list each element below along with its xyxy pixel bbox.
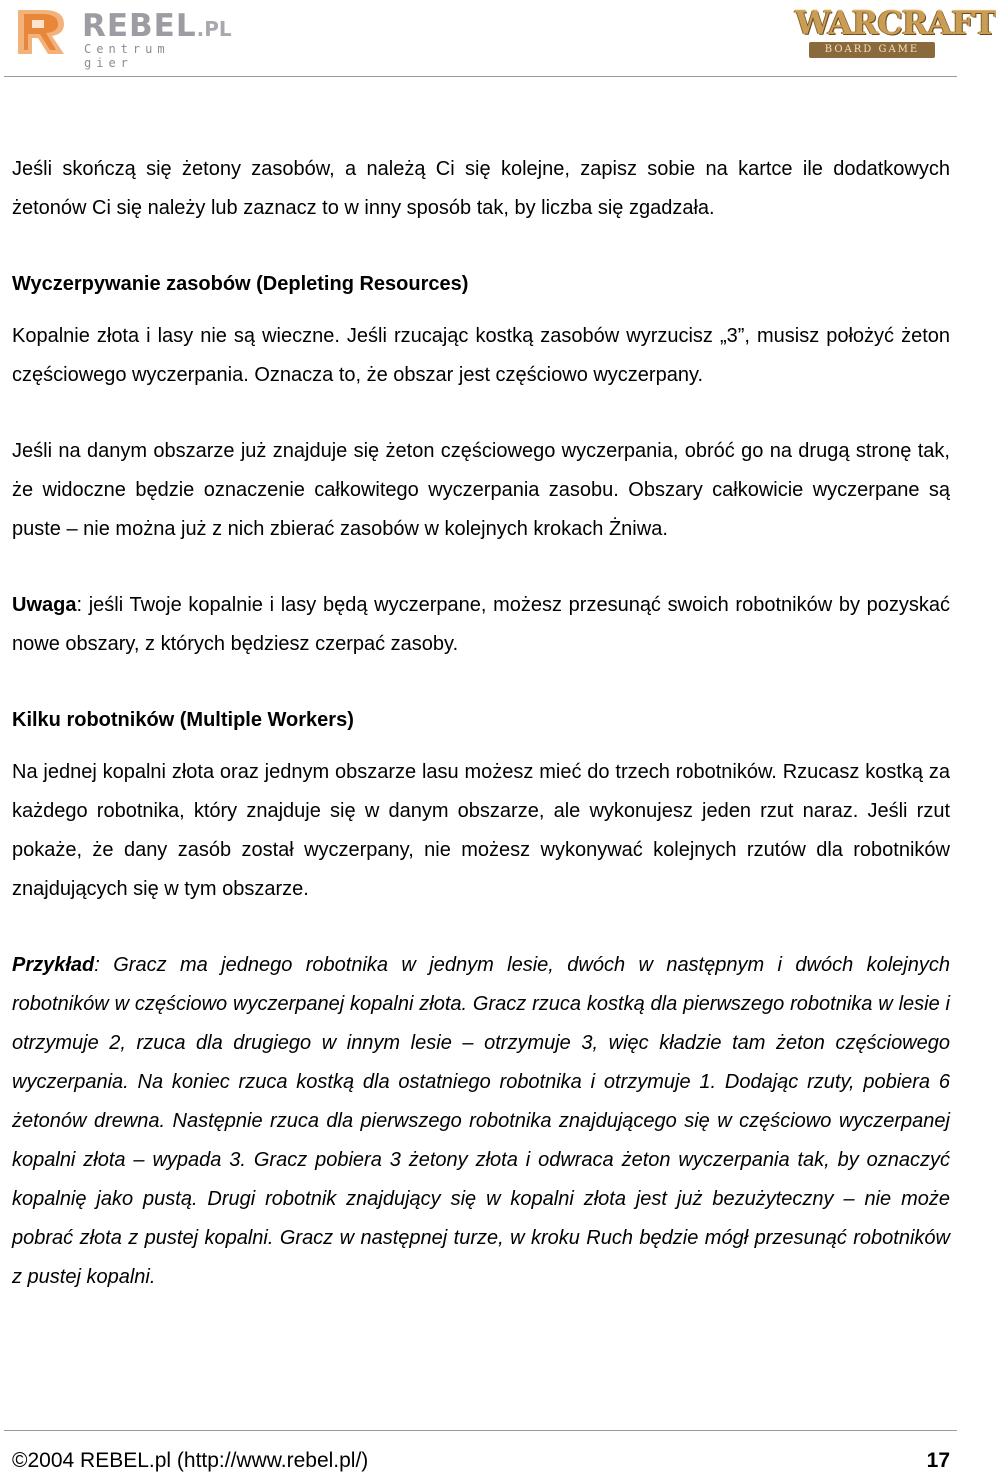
page-header (0, 0, 996, 78)
page-number: 17 (926, 1449, 950, 1472)
warcraft-logo (795, 4, 996, 62)
example-label: Przykład (12, 954, 95, 976)
warcraft-title: WARCRAFT (795, 4, 996, 42)
paragraph-tokens: Jeśli skończą się żetony zasobów, a należą Ci się kolejne, zapisz sobie na kartce ile dodatkowych żetonów Ci się należy lub zaznacz to w inny sposób tak, by liczba się zgadzała. (12, 158, 950, 219)
rebel-tagline: Centrum gier (84, 42, 170, 70)
footer-divider (4, 1430, 957, 1431)
rebel-wordmark: REBEL.PL (82, 8, 232, 44)
rebel-emblem-icon (14, 6, 70, 58)
section-heading-depleting: Wyczerpywanie zasobów (Depleting Resources) (12, 273, 469, 295)
rebel-logo (14, 6, 232, 70)
paragraph-note (12, 586, 950, 664)
section-heading-workers: Kilku robotników (Multiple Workers) (12, 709, 354, 731)
paragraph-full-depletion: Jeśli na danym obszarze już znajduje się żeton częściowego wyczerpania, obróć go na drugą stronę tak, że widoczne będzie oznaczenie całkowitego wyczerpania zasobu. Obszary całkowicie wyczerpane są puste – nie można już z nich zbierać zasobów w kolejnych krokach Żniwa. (12, 440, 950, 540)
example-text: : Gracz ma jednego robotnika w jednym lesie, dwóch w następnym i dwóch kolejnych robotników w częściowo wyczerpanej kopalni złota. Gracz rzuca kostką dla pierwszego robotnika w lesie i otrzymuje 2, rzuca dla drugiego w innym lesie – otrzymuje 3, więc kładzie tam żeton częściowego wyczerpania. Na koniec rzuca kostką dla ostatniego robotnika i otrzymuje 1. Dodając rzuty, pobiera 6 żetonów drewna. Następnie rzuca dla pierwszego robotnika znajdującego się w częściowo wyczerpanej kopalni złota – wypada 3. Gracz pobiera 3 żetony złota i odwraca żeton wyczerpania tak, by oznaczyć kopalnię jako pustą. Drugi robotnik znajdujący się w kopalni złota jest już bezużyteczny – nie może pobrać złota z pustej kopalni. Gracz w następnej turze, w kroku Ruch będzie mógł przesunąć robotników z pustej kopalni. (12, 954, 950, 1288)
warcraft-subtitle: BOARD GAME (809, 42, 935, 58)
note-label: Uwaga (12, 594, 77, 616)
page-content (12, 150, 950, 1297)
header-divider (4, 76, 957, 77)
paragraph-depleting: Kopalnie złota i lasy nie są wieczne. Jeśli rzucając kostką zasobów wyrzucisz „3”, musisz położyć żeton częściowego wyczerpania. Oznacza to, że obszar jest częściowo wyczerpany. (12, 325, 950, 386)
paragraph-workers: Na jednej kopalni złota oraz jednym obszarze lasu możesz mieć do trzech robotników. Rzucasz kostką za każdego robotnika, który znajduje się w danym obszarze, ale wykonujesz jeden rzut naraz. Jeśli rzut pokaże, że dany zasób został wyczerpany, nie możesz wykonywać kolejnych rzutów dla robotników znajdujących się w tym obszarze. (12, 761, 950, 900)
paragraph-example (12, 946, 950, 1297)
footer-copyright: ©2004 REBEL.pl (http://www.rebel.pl/) (12, 1449, 369, 1472)
note-text: : jeśli Twoje kopalnie i lasy będą wyczerpane, możesz przesunąć swoich robotników by pozyskać nowe obszary, z których będziesz czerpać zasoby. (12, 594, 950, 655)
